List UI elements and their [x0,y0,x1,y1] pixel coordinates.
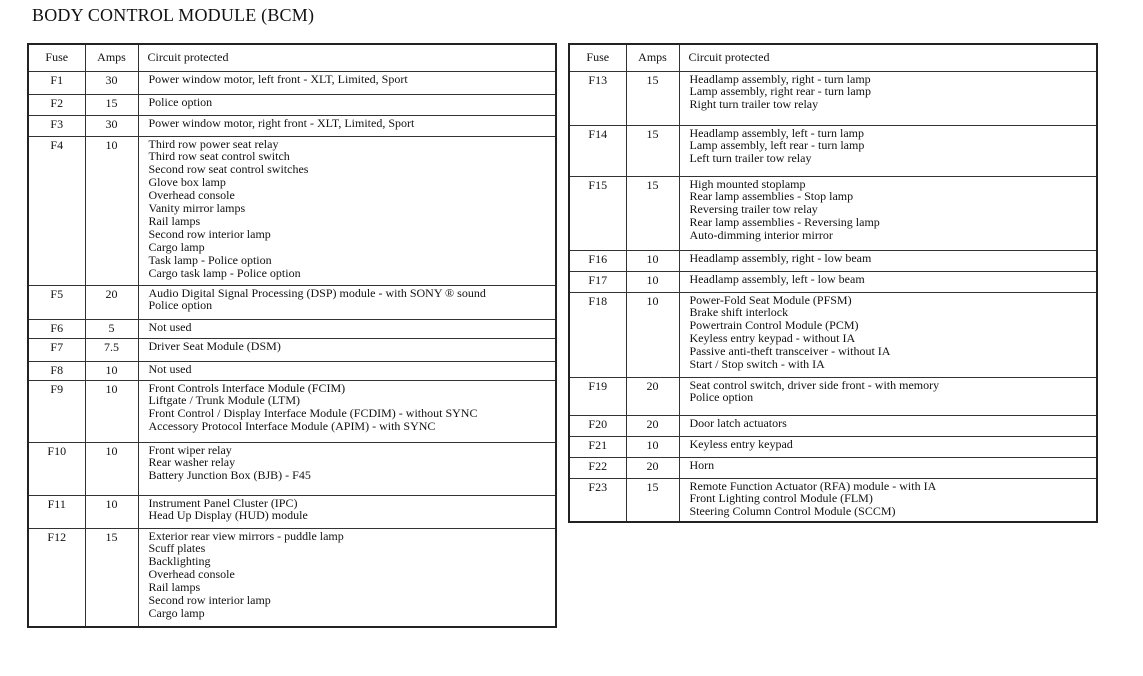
header-fuse: Fuse [28,44,85,71]
circuit-line: Keyless entry keypad - without IA [689,331,856,346]
fuse-cell: F17 [569,271,626,292]
circuit-line: Third row power seat relay [148,136,279,151]
header-amps: Amps [85,44,138,71]
amps-cell: 10 [626,271,679,292]
circuit-line: Vanity mirror lamps [148,201,246,216]
circuit-line: Accessory Protocol Interface Module (APIM) - with SYNC [148,419,436,434]
circuit-cell [138,380,556,442]
circuit-line: Reversing trailer tow relay [689,202,818,217]
table-row [569,436,1097,457]
amps-cell: 5 [85,319,138,338]
circuit-line: Powertrain Control Module (PCM) [689,318,859,333]
circuit-cell [679,271,1097,292]
circuit-cell [679,71,1097,125]
circuit-line: Head Up Display (HUD) module [148,508,308,523]
circuit-line: Front Control / Display Interface Module (FCDIM) - without SYNC [148,406,478,421]
circuit-line: Front Controls Interface Module (FCIM) [148,380,346,395]
fuse-cell: F7 [28,338,85,361]
fuse-cell: F19 [569,377,626,415]
circuit-line: Headlamp assembly, left - turn lamp [689,125,865,140]
circuit-cell [679,377,1097,415]
table-row [28,115,556,136]
fuse-cell: F9 [28,380,85,442]
circuit-line: Remote Function Actuator (RFA) module - with IA [689,478,937,493]
amps-cell: 10 [626,292,679,377]
circuit-line: Audio Digital Signal Processing (DSP) module - with SONY ® sound [148,285,486,300]
circuit-cell [679,415,1097,436]
table-row [28,338,556,361]
circuit-line: Auto-dimming interior mirror [689,228,833,243]
circuit-line: Second row seat control switches [148,162,309,177]
table-row [28,285,556,319]
amps-cell: 30 [85,115,138,136]
circuit-line: Police option [148,94,213,109]
table-row [28,495,556,528]
amps-cell: 15 [85,528,138,627]
circuit-line: Driver Seat Module (DSM) [148,338,281,353]
circuit-cell [679,457,1097,478]
circuit-cell [679,292,1097,377]
table-row [569,71,1097,125]
circuit-line: Overhead console [148,567,235,582]
header-fuse: Fuse [569,44,626,71]
circuit-line: Front Lighting control Module (FLM) [689,491,873,506]
circuit-cell [138,94,556,115]
circuit-line: Not used [148,319,192,334]
circuit-line: Lamp assembly, right rear - turn lamp [689,84,871,99]
amps-cell: 7.5 [85,338,138,361]
amps-cell: 20 [626,415,679,436]
circuit-line: Rail lamps [148,580,201,595]
circuit-line: Rail lamps [148,213,201,228]
circuit-line: Cargo lamp [148,239,205,254]
circuit-line: Right turn trailer tow relay [689,97,819,112]
fuse-cell: F23 [569,478,626,522]
amps-cell: 20 [85,285,138,319]
fuse-cell: F15 [569,176,626,250]
amps-cell: 10 [85,495,138,528]
fuse-cell: F3 [28,115,85,136]
circuit-line: Keyless entry keypad [689,436,793,451]
table-row [569,250,1097,271]
circuit-line: Headlamp assembly, left - low beam [689,271,865,286]
circuit-cell [679,478,1097,522]
table-row [569,478,1097,522]
circuit-line: Rear lamp assemblies - Stop lamp [689,189,854,204]
table-row [569,271,1097,292]
fuse-cell: F20 [569,415,626,436]
table-row [28,319,556,338]
circuit-line: Police option [148,298,213,313]
fuse-table-left [27,43,557,628]
circuit-line: Glove box lamp [148,175,226,190]
amps-cell: 15 [626,478,679,522]
fuse-cell: F10 [28,442,85,495]
circuit-cell [138,285,556,319]
amps-cell: 15 [626,176,679,250]
amps-cell: 20 [626,377,679,415]
circuit-cell [138,338,556,361]
table-row [28,380,556,442]
page-title: BODY CONTROL MODULE (BCM) [32,5,315,25]
fuse-cell: F1 [28,71,85,94]
circuit-line: Instrument Panel Cluster (IPC) [148,495,298,510]
table-row [28,442,556,495]
circuit-line: Cargo lamp [148,605,205,620]
circuit-line: Brake shift interlock [689,305,789,320]
fuse-cell: F5 [28,285,85,319]
fuse-cell: F13 [569,71,626,125]
amps-cell: 10 [85,442,138,495]
table-row [28,136,556,285]
table-row [569,377,1097,415]
circuit-line: Not used [148,361,192,376]
circuit-line: Start / Stop switch - with IA [689,357,825,372]
circuit-line: Rear washer relay [148,455,236,470]
amps-cell: 15 [626,71,679,125]
table-row [28,94,556,115]
circuit-line: Overhead console [148,188,235,203]
amps-cell: 10 [85,380,138,442]
circuit-line: Front wiper relay [148,442,232,457]
header-circuit: Circuit protected [138,44,556,71]
circuit-line: Power-Fold Seat Module (PFSM) [689,292,852,307]
circuit-line: Horn [689,457,715,472]
circuit-cell [138,442,556,495]
amps-cell: 10 [626,250,679,271]
circuit-cell [679,176,1097,250]
circuit-line: Headlamp assembly, right - turn lamp [689,71,871,86]
table-row [569,125,1097,176]
circuit-line: Second row interior lamp [148,226,271,241]
circuit-line: Rear lamp assemblies - Reversing lamp [689,215,880,230]
circuit-line: Task lamp - Police option [148,252,272,267]
circuit-line: Third row seat control switch [148,149,290,164]
amps-cell: 15 [85,94,138,115]
circuit-cell [138,361,556,380]
fuse-cell: F11 [28,495,85,528]
circuit-line: Cargo task lamp - Police option [148,265,301,280]
table-row [569,415,1097,436]
amps-cell: 15 [626,125,679,176]
circuit-line: Second row interior lamp [148,593,271,608]
circuit-line: Police option [689,390,754,405]
fuse-cell: F16 [569,250,626,271]
table-row [569,176,1097,250]
fuse-cell: F2 [28,94,85,115]
header-circuit: Circuit protected [679,44,1097,71]
fuse-cell: F12 [28,528,85,627]
amps-cell: 10 [85,361,138,380]
circuit-cell [679,250,1097,271]
circuit-line: Seat control switch, driver side front - with memory [689,377,940,392]
circuit-line: Battery Junction Box (BJB) - F45 [148,468,311,483]
circuit-line: Liftgate / Trunk Module (LTM) [148,393,301,408]
fuse-cell: F21 [569,436,626,457]
table-row [569,292,1097,377]
circuit-line: Left turn trailer tow relay [689,151,812,166]
fuse-cell: F18 [569,292,626,377]
fuse-cell: F8 [28,361,85,380]
table-row [28,361,556,380]
circuit-cell [138,71,556,94]
table-header-row [569,44,1097,71]
circuit-cell [138,319,556,338]
table-header-row [28,44,556,71]
amps-cell: 10 [626,436,679,457]
circuit-cell [138,136,556,285]
amps-cell: 30 [85,71,138,94]
fuse-cell: F14 [569,125,626,176]
circuit-line: Headlamp assembly, right - low beam [689,250,872,265]
table-row [28,71,556,94]
circuit-line: Door latch actuators [689,415,787,430]
amps-cell: 20 [626,457,679,478]
circuit-line: Lamp assembly, left rear - turn lamp [689,138,865,153]
circuit-line: Passive anti-theft transceiver - without IA [689,344,891,359]
circuit-cell [679,125,1097,176]
fuse-cell: F6 [28,319,85,338]
amps-cell: 10 [85,136,138,285]
circuit-cell [138,495,556,528]
circuit-cell [138,528,556,627]
table-row [569,457,1097,478]
header-amps: Amps [626,44,679,71]
circuit-line: Power window motor, left front - XLT, Limited, Sport [148,71,408,86]
circuit-cell [138,115,556,136]
circuit-line: Scuff plates [148,541,206,556]
circuit-line: Backlighting [148,554,211,569]
circuit-line: Steering Column Control Module (SCCM) [689,504,896,519]
table-row [28,528,556,627]
fuse-cell: F4 [28,136,85,285]
circuit-line: Power window motor, right front - XLT, Limited, Sport [148,115,415,130]
circuit-line: Exterior rear view mirrors - puddle lamp [148,528,344,543]
circuit-cell [679,436,1097,457]
fuse-table-right [568,43,1098,523]
circuit-line: High mounted stoplamp [689,176,806,191]
fuse-cell: F22 [569,457,626,478]
